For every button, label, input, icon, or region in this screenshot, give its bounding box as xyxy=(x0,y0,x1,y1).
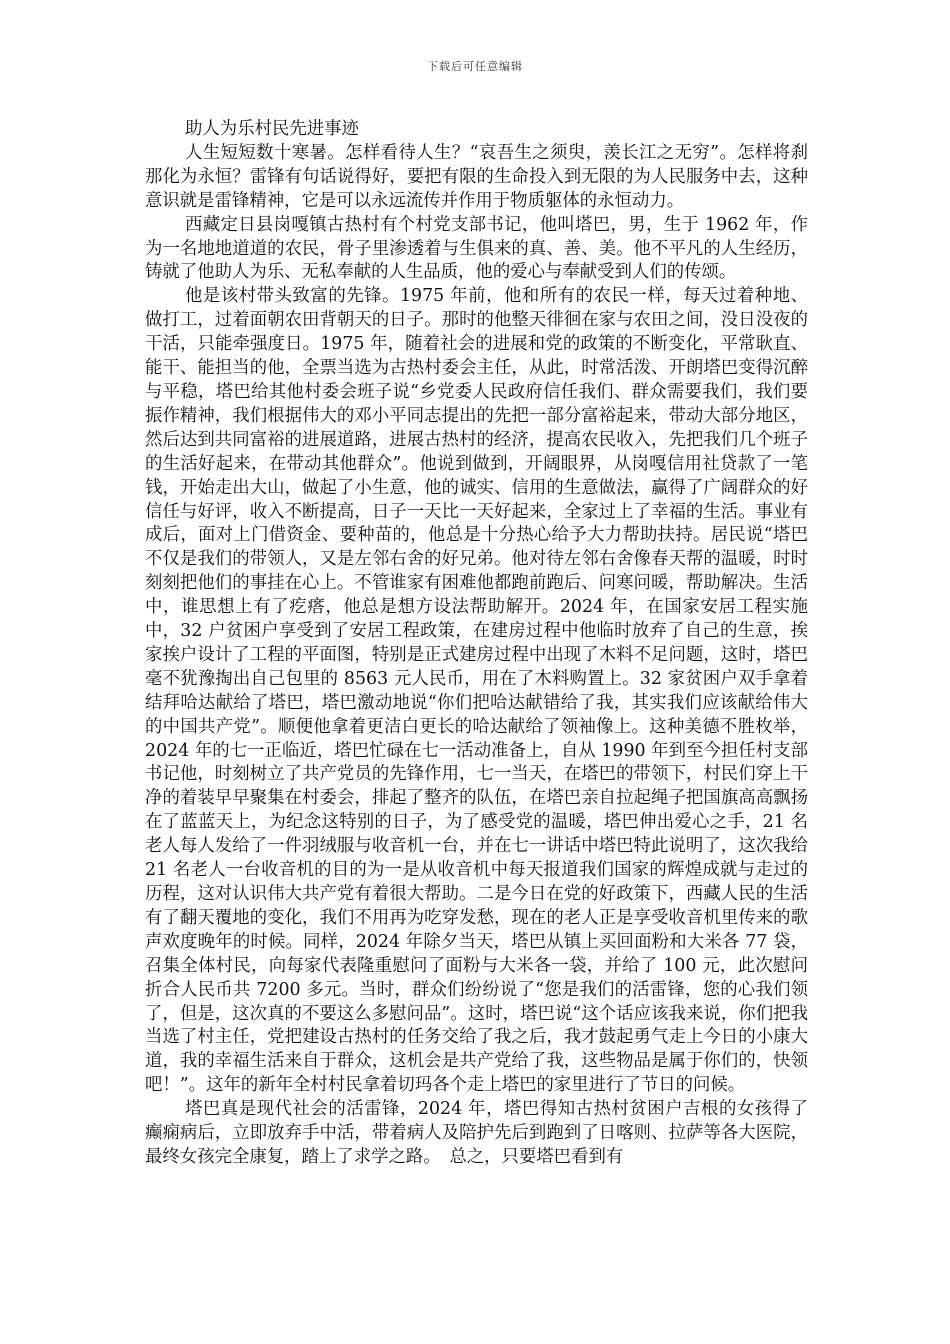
paragraph-background: 西藏定日县岗嘎镇古热村有个村党支部书记，他叫塔巴，男，生于 1962 年，作为一名地地道道的农民，骨子里渗透着与生俱来的真、善、美。他不平凡的人生经历，铸就了他助人为乐、无私奉献的人生品质，他的爱心与奉献受到人们的传颂。 xyxy=(145,214,808,283)
paragraph-pioneer: 他是该村带头致富的先锋。1975 年前，他和所有的农民一样，每天过着种地、做打工，过着面朝农田背朝天的日子。那时的他整天徘徊在家与农田之间，没日没夜的干活，只能牵强度日。1975 年，随着社会的进展和党的政策的不断变化，平常耿直、能干、能担当的他，全票当选为古热村委会主任，从此，时常活泼、开朗塔巴变得沉醉与平稳，塔巴给其他村委会班子说“乡党委人民政府信任我们、群众需要我们，我们要振作精神，我们根据伟大的邓小平同志提出的先把一部分富裕起来，带动大部分地区，然后达到共同富裕的进展道路，进展古热村的经济，提高农民收入，先把我们几个班子的生活好起来，在带动其他群众”。他说到做到，开阔眼界，从岗嘎信用社贷款了一笔钱，开始走出大山，做起了小生意，他的诚实、信用的生意做法，赢得了广阔群众的好信任与好评，收入不断提高，日子一天比一天好起来，全家过上了幸福的生活。事业有成后，面对上门借资金、要种苗的，他总是十分热心给予大力帮助扶持。居民说“塔巴不仅是我们的带领人，又是左邻右舍的好兄弟。他对待左邻右舍像春天帮的温暖，时时刻刻把他们的事挂在心上。不管谁家有困难他都跑前跑后、问寒问暖，帮助解决。生活中，谁思想上有了疙瘩，他总是想方设法帮助解开。2024 年，在国家安居工程实施中，32 户贫困户享受到了安居工程政策，在建房过程中他临时放弃了自己的生意，挨家挨户设计了工程的平面图，特别是正式建房过程中出现了木料不足问题，这时，塔巴毫不犹豫掏出自己包里的 8563 元人民币，用在了木料购置上。32 家贫困户双手拿着结拜哈达献给了塔巴，塔巴激动地说“你们把哈达献错给了我，其实我们应该献给伟大的中国共产党”。顺便他拿着更洁白更长的哈达献给了领袖像上。这种美德不胜枚举，2024 年的七一正临近，塔巴忙碌在七一活动准备上，自从 1990 年到至今担任村支部书记他，时刻树立了共产党员的先锋作用，七一当天，在塔巴的带领下，村民们穿上干净的着装早早聚集在村委会，排起了整齐的队伍，在塔巴亲自拉起绳子把国旗高高飘扬在了蓝蓝天上，为纪念这特别的日子，为了感受党的温暖，塔巴伸出爱心之手，21 名老人每人发给了一件羽绒服与收音机一台，并在七一讲话中塔巴特此说明了，这次我给 21 名老人一台收音机的目的为一是从收音机中每天报道我们国家的辉煌成就与走过的历程，这对认识伟大共产党有着很大帮助。二是今日在党的好政策下，西藏人民的生活有了翻天覆地的变化，我们不用再为吃穿发愁，现在的老人正是享受收音机里传来的歌声欢度晚年的时候。同样，2024 年除夕当天，塔巴从镇上买回面粉和大米各 77 袋，召集全体村民，向每家代表隆重慰问了面粉与大米各一袋，并给了 100 元，此次慰问折合人民币共 7200 多元。当时，群众们纷纷说了“您是我们的活雷锋，您的心我们领了，但是，这次真的不要这么多慰问品”。这时，塔巴说“这个话应该我来说，你们把我当选了村主任，党把建设古热村的任务交给了我之后，我才鼓起勇气走上今日的小康大道，我的幸福生活来自于群众，这机会是共产党给了我，这些物品是属于你们的，快领吧！”。这年的新年全村村民拿着切玛各个走上塔巴的家里进行了节日的问候。 xyxy=(145,286,808,1096)
download-note: 下载后可任意编辑 xyxy=(427,60,523,73)
paragraph-living-leifeng: 塔巴真是现代社会的活雷锋，2024 年，塔巴得知古热村贫困户吉根的女孩得了癫痫病后，立即放弃手中活，带着病人及陪护先后到跑到了日喀则、拉萨等各大医院，最终女孩完全康复，踏上了求学之路。 总之，只要塔巴看到有 xyxy=(145,1099,808,1167)
document-title: 助人为乐村民先进事迹 xyxy=(185,119,359,139)
paragraph-intro: 人生短短数十寒暑。怎样看待人生？“哀吾生之须臾，羡长江之无穷”。怎样将刹那化为永恒？雷锋有句话说得好，要把有限的生命投入到无限的为人民服务中去，这种意识就是雷锋精神，它是可以永远流传并作用于物质躯体的永恒动力。 xyxy=(145,142,808,211)
document-body xyxy=(145,118,808,1170)
